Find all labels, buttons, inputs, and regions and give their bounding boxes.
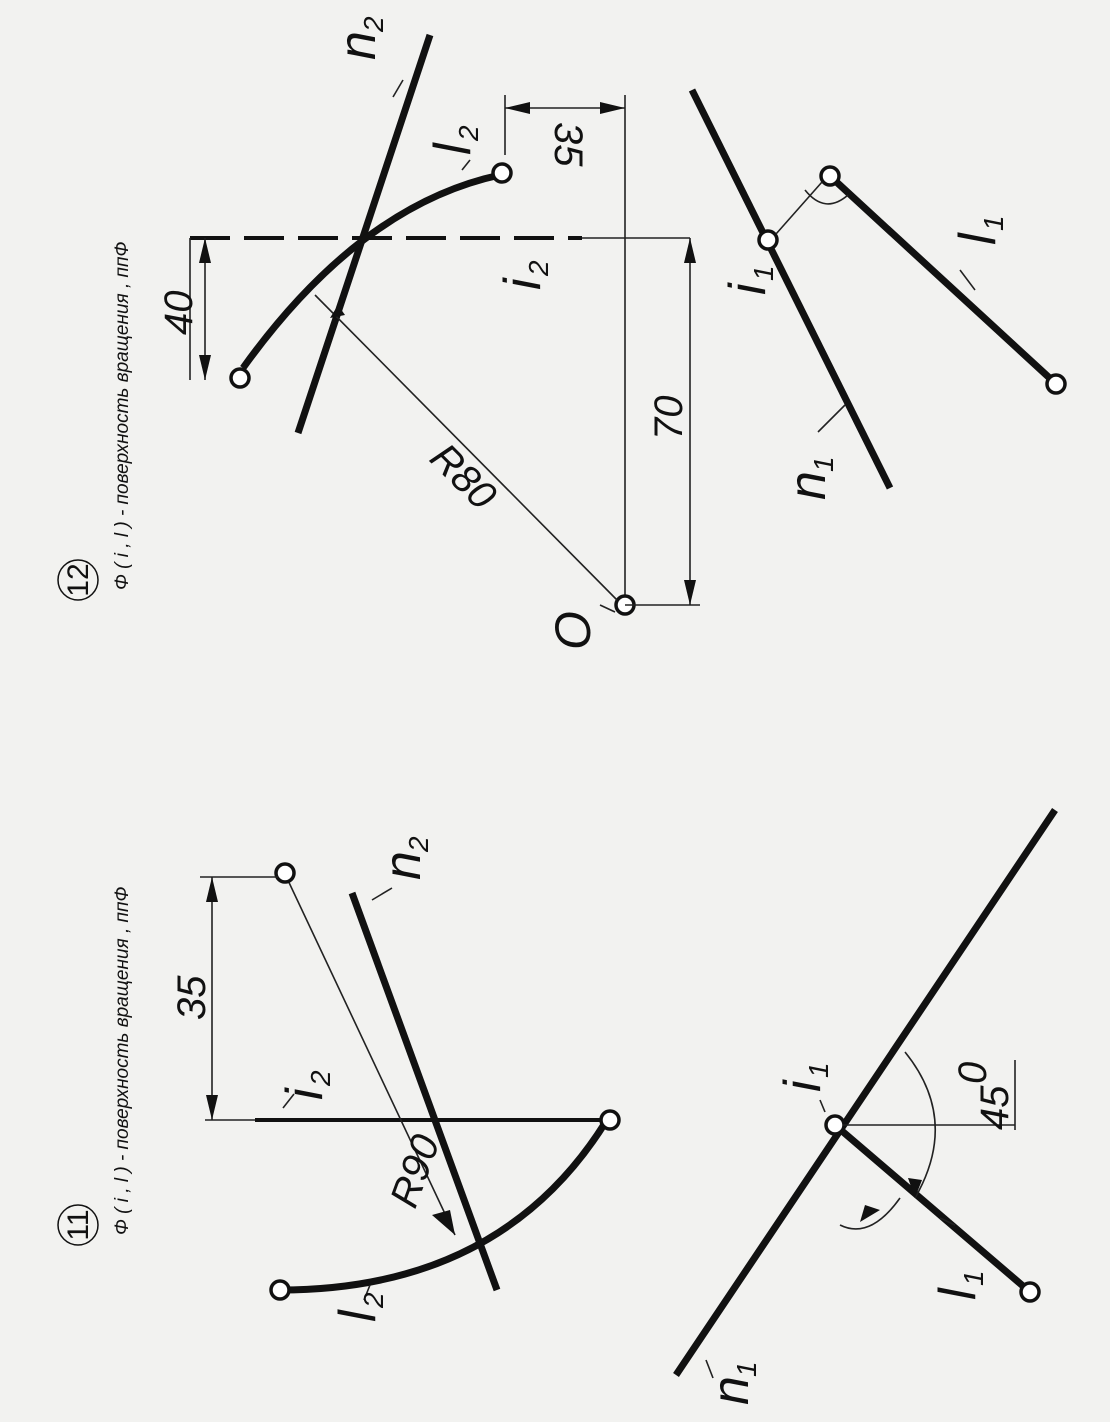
svg-text:35: 35 xyxy=(170,975,214,1020)
label-n2 xyxy=(329,16,389,60)
dim-35-arrow-b xyxy=(206,1095,218,1120)
leader-n2 xyxy=(372,888,392,900)
radius-r90-arrowhead xyxy=(432,1210,455,1235)
svg-text:45: 45 xyxy=(973,1085,1017,1130)
point-i1 xyxy=(759,231,777,249)
svg-text:n: n xyxy=(702,1376,760,1405)
angle-arrow-b xyxy=(860,1205,880,1222)
leader-i1 xyxy=(820,1100,825,1112)
svg-text:l: l xyxy=(949,233,1007,245)
svg-text:l: l xyxy=(329,1310,387,1322)
svg-text:n: n xyxy=(779,471,837,500)
label-l1 xyxy=(949,215,1009,245)
svg-text:i: i xyxy=(719,283,777,295)
dim-35-text xyxy=(170,975,214,1020)
svg-text:2: 2 xyxy=(403,836,434,852)
problem-11-header xyxy=(58,886,133,1245)
point-l1-end xyxy=(1021,1283,1039,1301)
problem-11-number: 11 xyxy=(62,1209,95,1241)
dim-45-text xyxy=(951,1062,1017,1130)
svg-text:l: l xyxy=(929,1288,987,1300)
problem-11 xyxy=(58,810,1055,1405)
leader-n1 xyxy=(818,405,845,432)
svg-text:70: 70 xyxy=(647,395,691,440)
dim-r80-text xyxy=(422,435,505,518)
label-l1 xyxy=(929,1270,989,1300)
dim-35-arrow-b xyxy=(600,102,625,114)
dim-70-arrow-a xyxy=(684,238,696,263)
svg-text:i: i xyxy=(774,1080,832,1092)
svg-text:i: i xyxy=(276,1088,334,1100)
leader-l2 xyxy=(462,160,470,170)
svg-text:R90: R90 xyxy=(382,1129,449,1214)
point-l2-start xyxy=(271,1281,289,1299)
label-n1 xyxy=(702,1361,762,1405)
label-n1 xyxy=(779,456,839,500)
point-l1-end xyxy=(1047,375,1065,393)
svg-text:O: O xyxy=(545,611,601,650)
point-l2-end xyxy=(601,1111,619,1129)
problem-12-header xyxy=(58,241,133,600)
svg-text:n: n xyxy=(329,31,387,60)
svg-text:1: 1 xyxy=(808,456,839,472)
svg-text:R80: R80 xyxy=(421,435,505,519)
svg-text:1: 1 xyxy=(731,1361,762,1377)
svg-text:l: l xyxy=(424,143,482,155)
label-i1 xyxy=(774,1062,834,1092)
svg-text:35: 35 xyxy=(546,122,590,167)
point-l2-end xyxy=(493,164,511,182)
point-l2-start xyxy=(231,369,249,387)
label-l2 xyxy=(424,125,484,155)
leader-O xyxy=(600,605,615,612)
point-arc-center xyxy=(276,864,294,882)
svg-text:2: 2 xyxy=(453,125,484,141)
dim-35-arrow-a xyxy=(206,877,218,902)
label-i2 xyxy=(494,260,554,290)
angle-arc-12 xyxy=(805,190,848,204)
leader-n2 xyxy=(393,80,403,97)
svg-text:1: 1 xyxy=(958,1270,989,1286)
svg-text:n: n xyxy=(374,851,432,880)
connector-i1-l1 xyxy=(776,182,822,234)
svg-text:2: 2 xyxy=(358,16,389,32)
point-l1-start xyxy=(821,167,839,185)
svg-text:i: i xyxy=(494,278,552,290)
svg-text:0: 0 xyxy=(951,1061,995,1084)
problem-12 xyxy=(58,16,1065,650)
svg-text:2: 2 xyxy=(305,1070,336,1086)
svg-text:2: 2 xyxy=(523,260,554,276)
svg-text:2: 2 xyxy=(358,1292,389,1308)
leader-l1 xyxy=(960,270,975,290)
problem-12-title: Φ ( i , l ) - поверхность вращения , ппФ xyxy=(112,241,133,590)
svg-text:40: 40 xyxy=(157,290,201,335)
svg-text:1: 1 xyxy=(978,215,1009,231)
dim-70-text xyxy=(647,396,691,441)
label-n2 xyxy=(374,836,434,880)
line-n2 xyxy=(352,893,497,1290)
dim-70-arrow-b xyxy=(684,580,696,605)
label-i1 xyxy=(719,265,779,295)
segment-l1 xyxy=(830,176,1055,383)
line-n2 xyxy=(298,35,430,433)
label-l2 xyxy=(329,1292,389,1322)
leader-n1 xyxy=(706,1360,713,1378)
problem-12-number: 12 xyxy=(62,563,95,597)
svg-text:1: 1 xyxy=(748,265,779,281)
dim-35-arrow-a xyxy=(505,102,530,114)
label-i2 xyxy=(276,1070,336,1100)
problem-11-title: Φ ( i , l ) - поверхность вращения , ппФ xyxy=(112,886,133,1235)
label-O xyxy=(545,611,601,650)
dim-35-top-text xyxy=(546,122,590,167)
dim-40-arrow-b xyxy=(199,355,211,380)
svg-text:1: 1 xyxy=(803,1062,834,1078)
point-i1 xyxy=(826,1116,844,1134)
dim-40-arrow-a xyxy=(199,238,211,263)
dim-40-text xyxy=(157,291,201,336)
